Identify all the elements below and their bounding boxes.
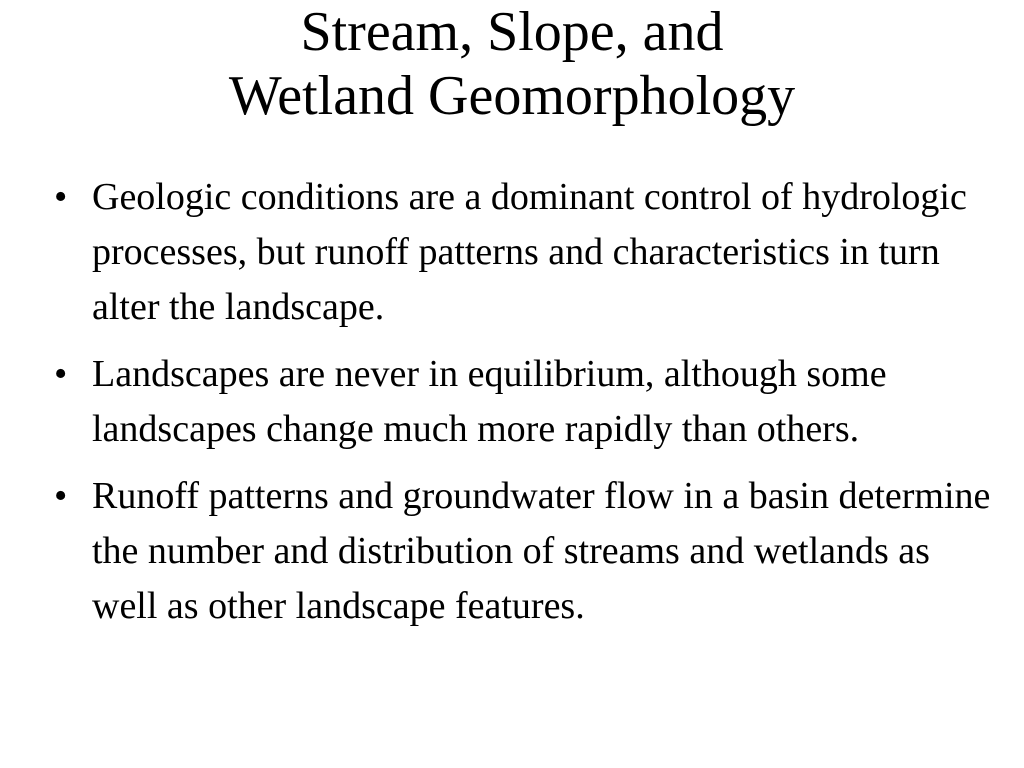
bullet-item-1: [52, 170, 997, 335]
bullet-list: [52, 170, 997, 646]
bullet-text-1: Geologic conditions are a dominant control of hydrologic processes, but runoff patterns and characteristics in turn alter the landscape.: [92, 176, 967, 328]
title-line-2: Wetland Geomorphology: [228, 65, 796, 127]
bullet-item-3: [52, 469, 997, 634]
bullet-text-3: Runoff patterns and groundwater flow in a basin determine the number and distribution of streams and wetlands as well as other landscape features.: [92, 475, 991, 627]
bullet-text-2: Landscapes are never in equilibrium, although some landscapes change much more rapidly than others.: [92, 353, 887, 450]
bullet-item-2: [52, 347, 997, 457]
bullet-icon: •: [54, 475, 68, 517]
bullet-icon: •: [54, 353, 68, 395]
bullet-icon: •: [54, 176, 68, 218]
slide-title: [0, 0, 1024, 128]
title-line-1: Stream, Slope, and: [300, 1, 724, 63]
